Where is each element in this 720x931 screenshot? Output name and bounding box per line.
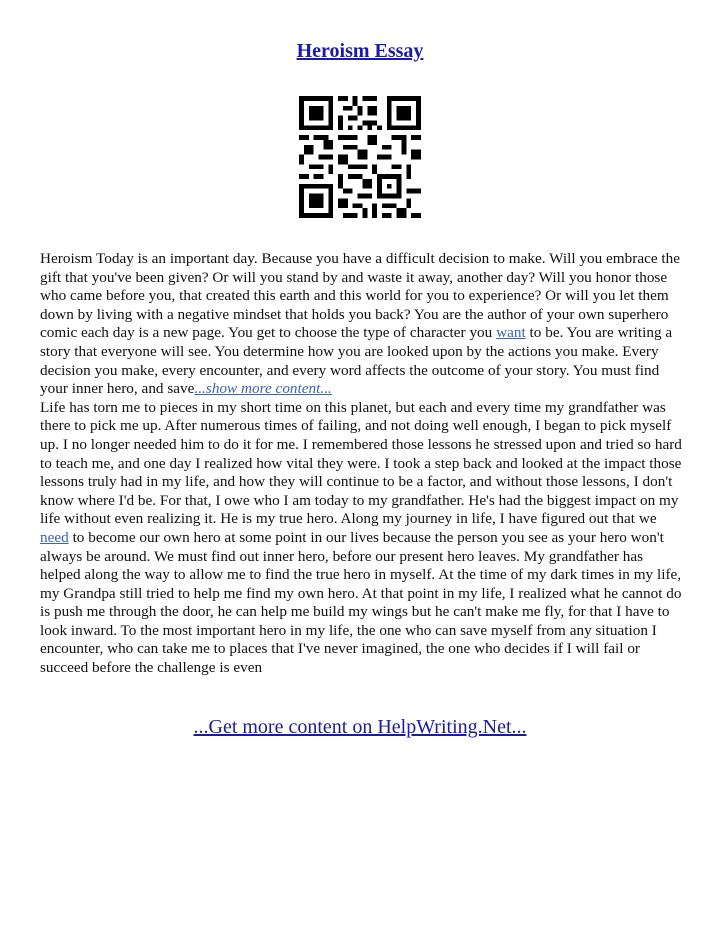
- essay-paragraph-2: [40, 399, 685, 678]
- show-more-link[interactable]: ...show more content...: [194, 380, 332, 398]
- get-more-content-link[interactable]: ...Get more content on HelpWriting.Net...: [193, 716, 527, 738]
- paragraph-2-text-b: to become our own hero at some point in our lives because the person you see as your hero won't always be around. We must find out inner hero, before our present hero leaves. My grandfather has helped along the way to allow me to find the true hero in myself. At the time of my dark times in my life, my Grandpa still tried to help me find my own hero. At that point in my life, I realized what he cannot do is push me through the door, he can help me build my wings but he can't make me fly, for that I have to look inward. To the most important hero in my life, the one who can save myself from any situation I encounter, who can take me to places that I've never imagined, the one who decides if I will fail or succeed before the challenge is even: [40, 528, 682, 677]
- paragraph-2-text-a: Life has torn me to pieces in my short time on this planet, but each and every time my grandfather was there to pick me up. After numerous times of failing, and not doing well enough, I began to pick myself up. I no longer needed him to do it for me. I remembered those lessons he stressed upon and tried so hard to teach me, and one day I realized how vital they were. I took a step back and looked at the impact those lessons truly had in my life, and how they will continue to be a factor, and without those lessons, I don't know where I'd be. For that, I owe who I am today to my grandfather. He's had the biggest impact on my life without even realizing it. He is my true hero. Along my journey in life, I have figured out that we: [40, 398, 682, 528]
- keyword-link-want[interactable]: want: [496, 324, 526, 342]
- keyword-link-need[interactable]: need: [40, 528, 69, 546]
- page-title[interactable]: Heroism Essay: [296, 40, 424, 62]
- qr-code-icon: [299, 96, 421, 218]
- essay-body: [40, 250, 685, 678]
- paragraph-1-text-a: Heroism Today is an important day. Because you have a difficult decision to make. Will you embrace the gift that you've been given? Or will you stand by and waste it away, another day? Will you honor those who came before you, that created this earth and this world for you to experience? Or will you let them down by living with a negative mindset that holds you back? You are the author of your own superhero comic each day is a new page. You get to choose the type of character you: [40, 250, 681, 342]
- paragraph-1-text-b: to be. You are writing a story that everyone will see. You determine how you are looked upon by the actions you make. Every decision you make, every encounter, and every word affects the outcome of your story. You must find your inner hero, and save: [40, 324, 673, 398]
- essay-paragraph-1: [40, 250, 685, 399]
